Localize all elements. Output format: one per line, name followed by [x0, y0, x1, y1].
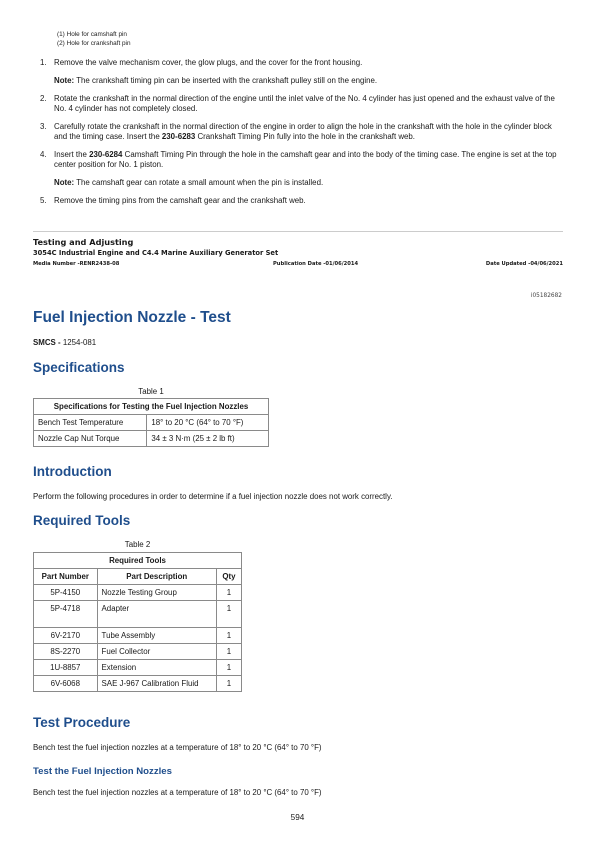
- quantity: 1: [217, 644, 242, 660]
- note-camshaft-gear: [33, 178, 563, 188]
- note-label: Note:: [54, 76, 75, 85]
- introduction-heading: Introduction: [33, 464, 112, 479]
- smcs-value: 1254-081: [60, 338, 97, 347]
- table-row: [34, 431, 269, 447]
- step-text-cont: Camshaft Timing Pin through the hole in the camshaft gear and into the body of the timing case. The engine is set at the top center position for No. 1 piston.: [54, 150, 557, 169]
- spec-value: 18° to 20 °C (64° to 70 °F): [147, 415, 269, 431]
- table-header-row: [34, 569, 242, 585]
- part-number: 6V-6068: [34, 676, 98, 692]
- step-4: [33, 150, 563, 170]
- document-subtitle: 3054C Industrial Engine and C4.4 Marine Auxiliary Generator Set: [33, 249, 279, 257]
- column-header-part-description: Part Description: [97, 569, 216, 585]
- part-description: Adapter: [97, 601, 216, 628]
- step-1: [33, 58, 563, 68]
- document-meta-row: [33, 261, 563, 267]
- spec-label: Nozzle Cap Nut Torque: [34, 431, 147, 447]
- part-number: 230-6284: [89, 150, 123, 159]
- divider: [33, 231, 563, 232]
- spec-label: Bench Test Temperature: [34, 415, 147, 431]
- part-description: SAE J-967 Calibration Fluid: [97, 676, 216, 692]
- date-updated: Date Updated -04/06/2021: [485, 261, 563, 267]
- step-number: 4.: [40, 150, 47, 159]
- media-number: Media Number -RENR2438-08: [33, 261, 120, 267]
- table-title-row: [34, 553, 242, 569]
- part-description: Extension: [97, 660, 216, 676]
- part-description: Nozzle Testing Group: [97, 585, 216, 601]
- document-id: i05182682: [530, 293, 562, 299]
- note-label: Note:: [54, 178, 75, 187]
- column-header-qty: Qty: [217, 569, 242, 585]
- part-number: 8S-2270: [34, 644, 98, 660]
- table-row: [34, 585, 242, 601]
- test-procedure-heading: Test Procedure: [33, 715, 131, 730]
- step-2: [33, 94, 563, 114]
- test-nozzles-subheading: Test the Fuel Injection Nozzles: [33, 766, 172, 777]
- part-number: 5P-4718: [34, 601, 98, 628]
- required-tools-table: [33, 552, 242, 692]
- quantity: 1: [217, 660, 242, 676]
- test-nozzles-text: Bench test the fuel injection nozzles at a temperature of 18° to 20 °C (64° to 70 °F): [33, 788, 322, 797]
- note-crankshaft-pin: [33, 76, 563, 86]
- spec-value: 34 ± 3 N·m (25 ± 2 lb ft): [147, 431, 269, 447]
- step-5: [33, 196, 563, 206]
- quantity: 1: [217, 601, 242, 628]
- required-tools-heading: Required Tools: [33, 513, 131, 528]
- legend-item-crankshaft-pin: (2) Hole for crankshaft pin: [57, 40, 131, 47]
- step-text: Insert the: [54, 150, 90, 159]
- specifications-heading: Specifications: [33, 360, 125, 375]
- figure-legend: [57, 30, 131, 48]
- step-text: Carefully rotate the crankshaft in the normal direction of the engine in order to align the hole in the crankshaft with the hole in the cylinder block and the timing case. Insert the: [54, 122, 552, 141]
- table-row: [34, 601, 242, 628]
- quantity: 1: [217, 585, 242, 601]
- part-number: 1U-8857: [34, 660, 98, 676]
- step-3: [33, 122, 563, 142]
- procedure-steps: [33, 58, 563, 214]
- table-row: [34, 660, 242, 676]
- part-description: Fuel Collector: [97, 644, 216, 660]
- page-number: 594: [290, 813, 305, 822]
- step-text: Remove the valve mechanism cover, the glow plugs, and the cover for the front housing.: [54, 58, 363, 67]
- note-text: The crankshaft timing pin can be inserted with the crankshaft pulley still on the engine.: [74, 76, 378, 85]
- column-header-part-number: Part Number: [34, 569, 98, 585]
- step-text: Remove the timing pins from the camshaft gear and the crankshaft web.: [54, 196, 306, 205]
- step-text: Rotate the crankshaft in the normal direction of the engine until the inlet valve of the No. 4 cylinder has just opened and the exhaust valve of the No. 4 cylinder has not completely closed.: [54, 94, 555, 113]
- step-number: 5.: [40, 196, 47, 205]
- page-title: Fuel Injection Nozzle - Test: [33, 309, 231, 326]
- part-number: 230-6283: [161, 132, 196, 141]
- part-description: Tube Assembly: [97, 628, 216, 644]
- table-title: Specifications for Testing the Fuel Injection Nozzles: [34, 399, 269, 415]
- publication-date: Publication Date -01/06/2014: [273, 261, 359, 267]
- smcs-label: SMCS -: [33, 338, 61, 347]
- test-procedure-text: Bench test the fuel injection nozzles at a temperature of 18° to 20 °C (64° to 70 °F): [33, 743, 322, 752]
- table-row: [34, 644, 242, 660]
- table-caption: Table 1: [138, 387, 164, 396]
- step-number: 2.: [40, 94, 47, 103]
- table-title-row: [34, 399, 269, 415]
- smcs-code: [33, 338, 96, 347]
- table-title: Required Tools: [34, 553, 242, 569]
- step-text-cont: Crankshaft Timing Pin fully into the hole in the crankshaft web.: [195, 132, 416, 141]
- table-row: [34, 676, 242, 692]
- step-number: 1.: [40, 58, 47, 67]
- part-number: 6V-2170: [34, 628, 98, 644]
- table-caption: Table 2: [124, 540, 151, 549]
- part-number: 5P-4150: [34, 585, 98, 601]
- quantity: 1: [217, 628, 242, 644]
- note-text: The camshaft gear can rotate a small amount when the pin is installed.: [74, 178, 324, 187]
- legend-item-camshaft-pin: (1) Hole for camshaft pin: [57, 31, 127, 38]
- table-row: [34, 628, 242, 644]
- specifications-table: [33, 398, 269, 447]
- quantity: 1: [217, 676, 242, 692]
- step-number: 3.: [40, 122, 47, 131]
- introduction-text: Perform the following procedures in order to determine if a fuel injection nozzle does not work correctly.: [33, 492, 393, 501]
- table-row: [34, 415, 269, 431]
- section-title: Testing and Adjusting: [33, 237, 134, 247]
